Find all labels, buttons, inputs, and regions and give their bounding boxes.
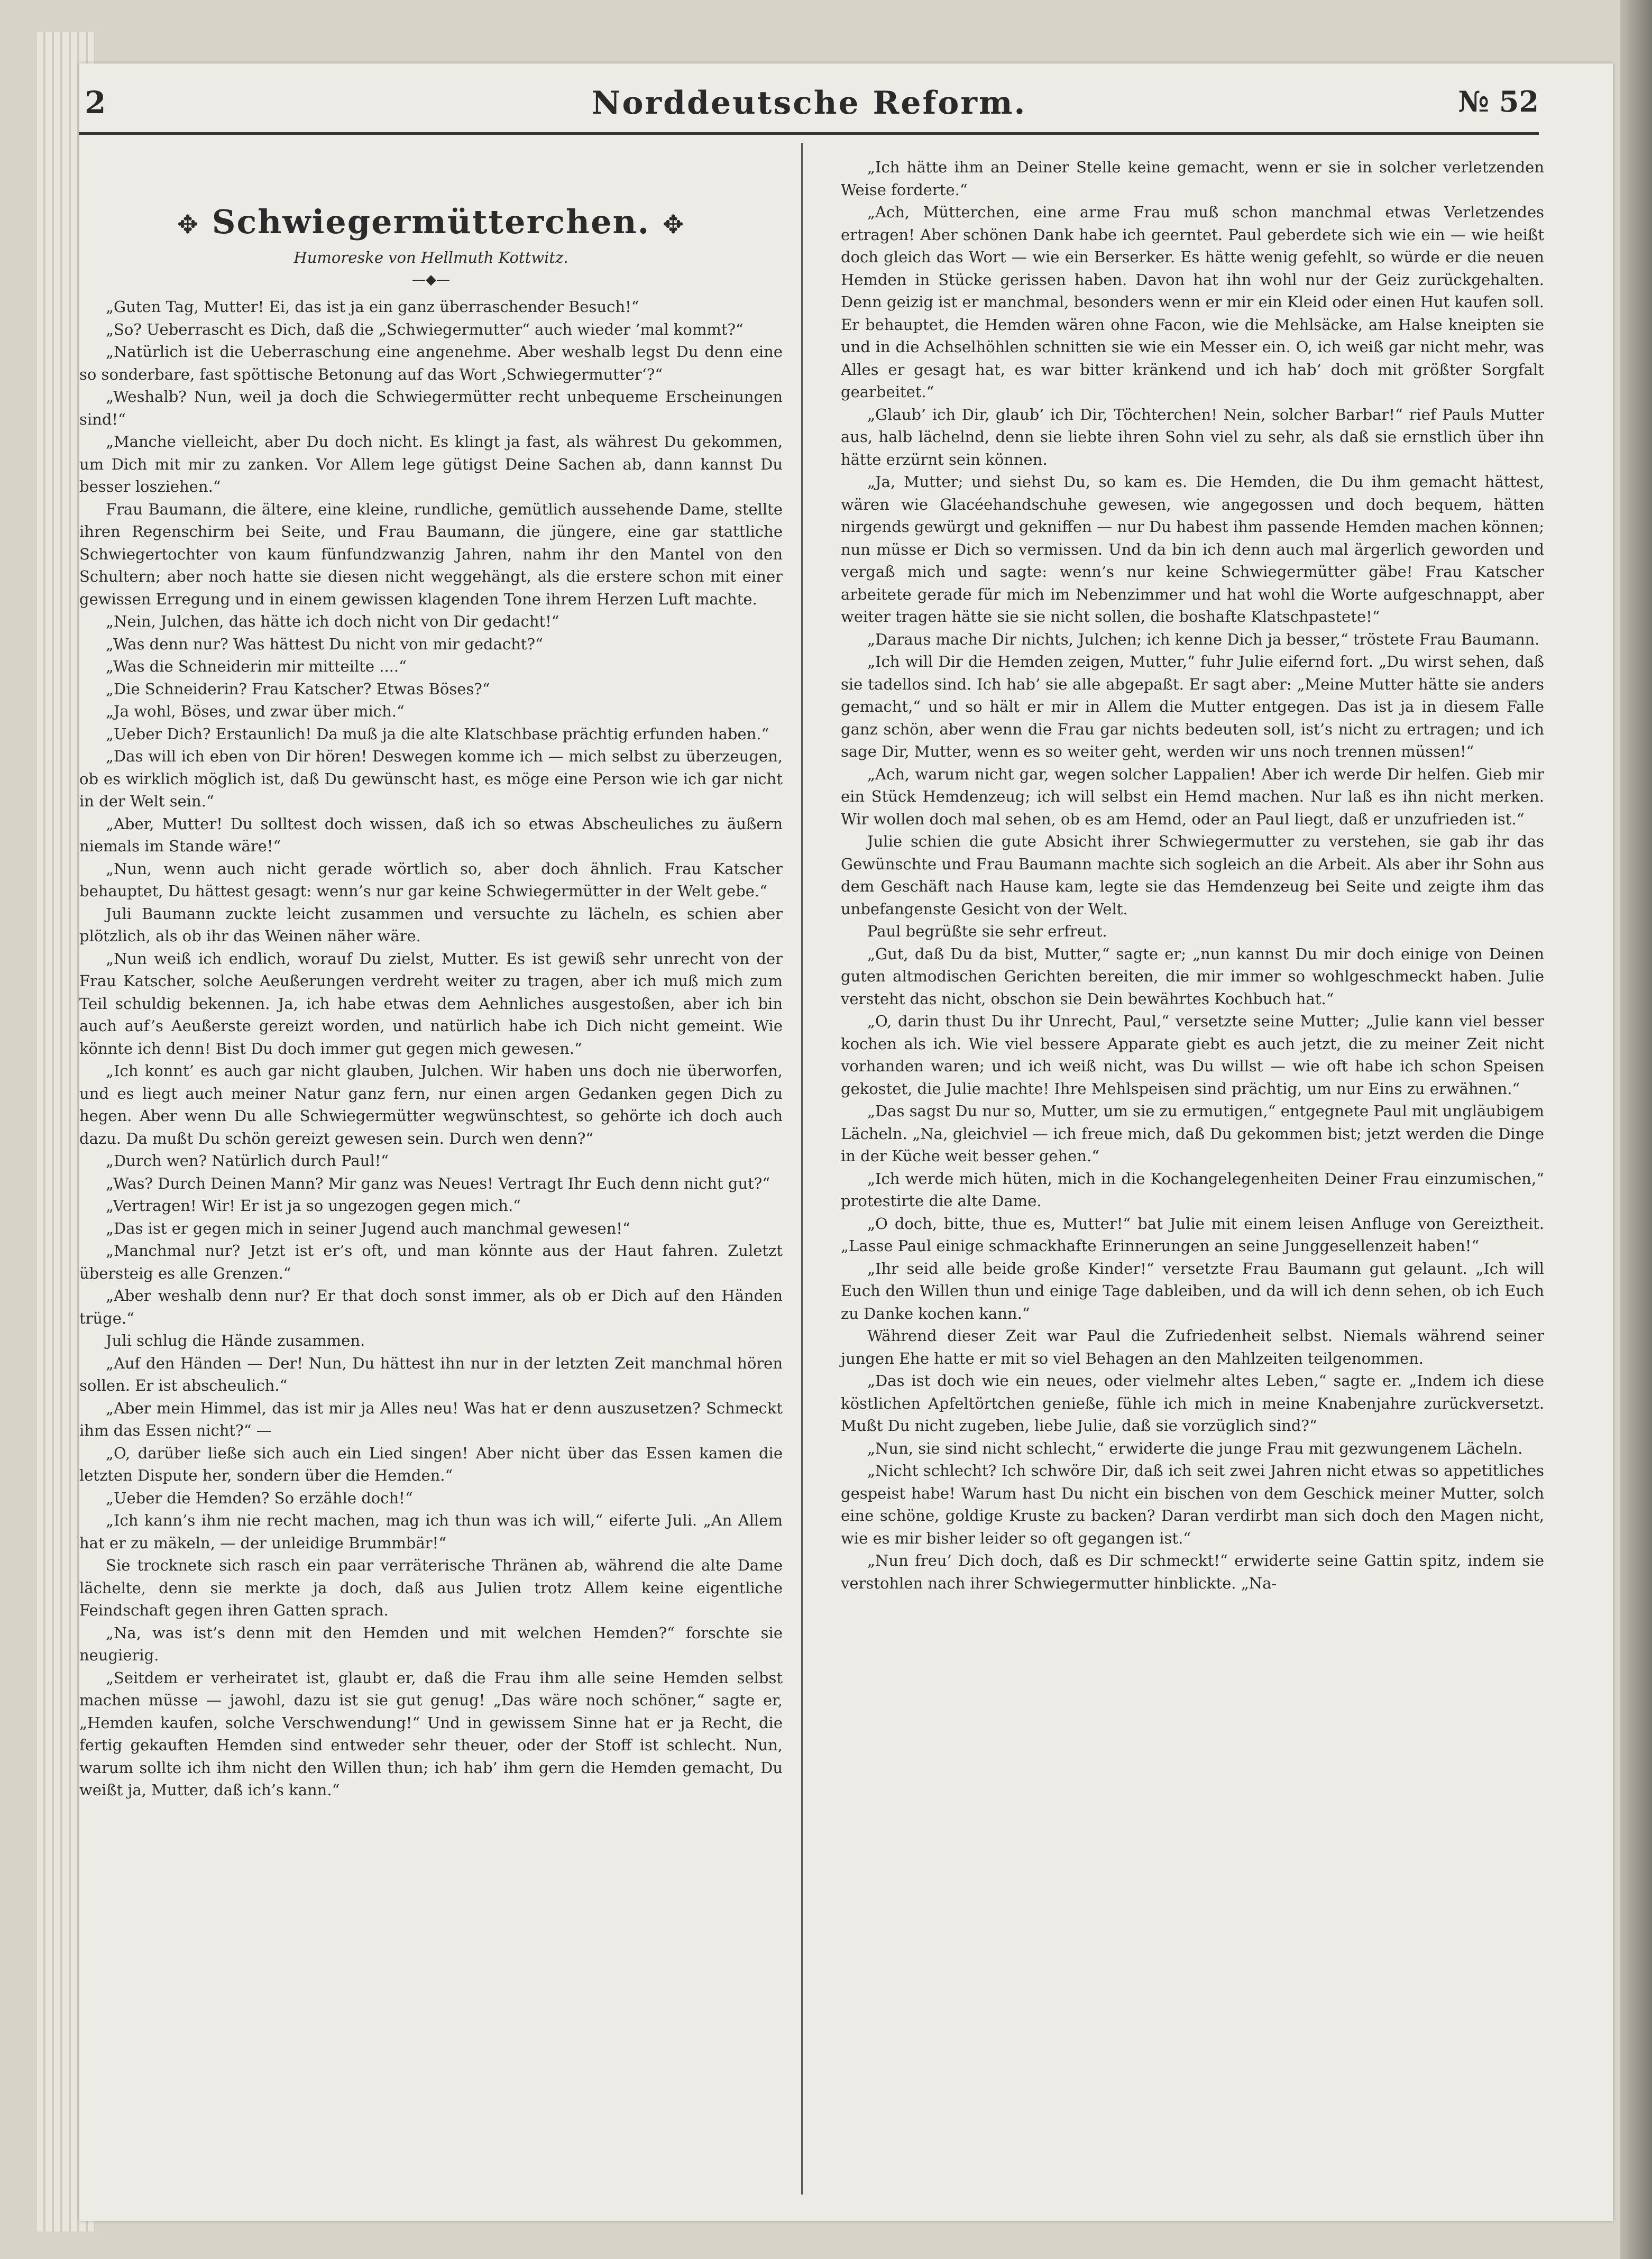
paragraph: „Seitdem er verheiratet ist, glaubt er, daß die Frau ihm alle seine Hemden selbst machen müsse — jawohl, dazu ist sie gut genug! „Das wäre noch schöner,“ sagte er, „Hemden kaufen, solche Verschwendung!“ Und in gewissem Sinne hat er ja Recht, die fertig gekauften Hemden sind entweder sehr theuer, oder der Stoff ist schlecht. Nun, warum sollte ich ihm nicht den Willen thun; ich hab’ ihm gern die Hemden gemacht, Du weißt ja, Mutter, daß ich’s kann.“ — [79, 1668, 783, 1799]
paragraph: „O doch, bitte, thue es, Mutter!“ bat Julie mit einem leisen Anfluge von Gereiztheit. „Lasse Paul einige schmackhafte Erinnerungen an seine Junggesellenzeit haben!“ — [841, 1214, 1544, 1255]
paragraph: „Nun, wenn auch nicht gerade wörtlich so, aber doch ähnlich. Frau Katscher behauptet, Du hättest gesagt: wenn’s nur gar keine Schwiegermütter in der Welt gebe.“ — [79, 859, 783, 900]
paragraph: „Ich werde mich hüten, mich in die Kochangelegenheiten Deiner Frau einzumischen,“ protestirte die alte Dame. — [841, 1169, 1544, 1210]
paragraph: „Auf den Händen — Der! Nun, Du hättest ihn nur in der letzten Zeit manchmal hören sollen. Er ist abscheulich.“ — [79, 1354, 783, 1394]
title-separator: —◆— — [412, 272, 450, 288]
paragraph: „Ich konnt’ es auch gar nicht glauben, Julchen. Wir haben uns doch nie überworfen, und es liegt auch meiner Natur ganz fern, nur einen argen Gedanken gegen Dich zu hegen. Aber wenn Du alle Schwiegermütter wegwünschtest, so gehörte ich doch auch dazu. Da mußt Du schön gereizt gewesen sein. Durch wen denn?“ — [79, 1062, 783, 1147]
paragraph: „Natürlich ist die Ueberraschung eine angenehme. Aber weshalb legst Du denn eine so sonderbare, fast spöttische Betonung auf das Wort ‚Schwiegermutter‘?“ — [79, 343, 783, 383]
paragraph: „Das will ich eben von Dir hören! Deswegen komme ich — mich selbst zu überzeugen, ob es wirklich möglich ist, daß Du gewünscht hast, es möge eine Person wie ich gar nicht in der Welt sein.“ — [79, 747, 783, 810]
paragraph: „Ach, Mütterchen, eine arme Frau muß schon manchmal etwas Verletzendes ertragen! Aber schönen Dank habe ich geerntet. Paul geberdete sich wie ein — wie heißt doch gleich das Wort — wie ein Berserker. Es hätte wenig gefehlt, so würde er die neuen Hemden in Stücke gerissen haben. Davon hat ihn wohl nur der Geiz zurückgehalten. Denn geizig ist er manchmal, besonders wenn er mir ein Kleid oder einen Hut kaufen soll. Er behauptet, die Hemden wären ohne Facon, wie die Mehlsäcke, am Halse kneipten sie und in die Achselhöhlen schnitten sie wie ein Messer ein. O, ich weiß gar nicht mehr, was Alles er gesagt hat, es war bitter kränkend und ich hab’ doch mit größter Sorgfalt gearbeitet.“ — [841, 203, 1544, 401]
issue-number: № 52 — [1458, 85, 1539, 118]
paragraph: „Nun, sie sind nicht schlecht,“ erwiderte die junge Frau mit gezwungenem Lächeln. — [867, 1439, 1523, 1457]
paragraph: „Aber weshalb denn nur? Er that doch sonst immer, als ob er Dich auf den Händen trüge.“ — [79, 1287, 783, 1327]
paragraph: Juli schlug die Hände zusammen. — [106, 1331, 365, 1349]
paragraph: Während dieser Zeit war Paul die Zufriedenheit selbst. Niemals während seiner jungen Ehe hatte er mit so viel Behagen an den Mahlzeiten teilgenommen. — [841, 1327, 1544, 1367]
paragraph: „Gut, daß Du da bist, Mutter,“ sagte er; „nun kannst Du mir doch einige von Deinen guten altmodischen Gerichten bereiten, die mir immer so wohlgeschmeckt haben. Julie versteht das nicht, obschon sie Dein bewährtes Kochbuch hat.“ — [841, 944, 1544, 1008]
header-rule — [79, 132, 1539, 135]
paragraph: Frau Baumann, die ältere, eine kleine, rundliche, gemütlich aussehende Dame, stellte ihren Regenschirm bei Seite, und Frau Baumann, die jüngere, eine gar stattliche Schwiegertochter von kaum fünfundzwanzig Jahren, nahm ihr den Mantel von den Schultern; aber noch hatte sie diesen nicht weggehängt, als die erstere schon mit einer gewissen Erregung und in einem gewissen klagenden Tone ihrem Herzen Luft machte. — [79, 500, 783, 608]
right-column-text — [841, 156, 1544, 1594]
paragraph: „Ueber die Hemden? So erzähle doch!“ — [106, 1489, 413, 1507]
paragraph: Juli Baumann zuckte leicht zusammen und versuchte zu lächeln, es schien aber plötzlich, als ob ihr das Weinen näher wäre. — [79, 904, 783, 945]
binding-shadow — [1620, 0, 1652, 2259]
paragraph: „Durch wen? Natürlich durch Paul!“ — [106, 1152, 389, 1170]
page-number: 2 — [85, 85, 106, 121]
paragraph: „Was? Durch Deinen Mann? Mir ganz was Neues! Vertragt Ihr Euch denn nicht gut?“ — [106, 1174, 770, 1192]
paragraph: „Vertragen! Wir! Er ist ja so ungezogen gegen mich.“ — [106, 1197, 521, 1215]
paragraph: „Die Schneiderin? Frau Katscher? Etwas Böses?“ — [106, 679, 490, 698]
paragraph: „Ich kann’s ihm nie recht machen, mag ich thun was ich will,“ eiferte Juli. „An Allem hat er zu mäkeln, — der unleidige Brummbär!“ — [79, 1511, 783, 1552]
ornament-right-icon: ✥ — [662, 210, 685, 240]
paragraph: „Manche vielleicht, aber Du doch nicht. Es klingt ja fast, als währest Du gekommen, um Dich mit mir zu zanken. Vor Allem lege gütigst Deine Sachen ab, dann kannst Du besser losziehen.“ — [79, 433, 783, 495]
paragraph: „Aber, Mutter! Du solltest doch wissen, daß ich so etwas Abscheuliches zu äußern niemals im Stande wäre!“ — [79, 814, 783, 855]
paragraph: „Nicht schlecht? Ich schwöre Dir, daß ich seit zwei Jahren nicht etwas so appetitliches gespeist habe! Warum hast Du nicht ein bischen von dem Geschick meiner Mutter, solch eine schöne, goldige Kruste zu backen? Daran verdirbt man sich doch den Magen nicht, wie es mir bisher leider so oft gegangen ist.“ — [841, 1462, 1544, 1547]
paragraph: „Ach, warum nicht gar, wegen solcher Lappalien! Aber ich werde Dir helfen. Gieb mir ein Stück Hemdenzeug; ich will selbst ein Hemd machen. Nur laß es ihn nicht merken. Wir wollen doch mal sehen, ob es am Hemd, oder an Paul liegt, daß er unzufrieden ist.“ — [841, 765, 1544, 828]
paragraph: „Nein, Julchen, das hätte ich doch nicht von Dir gedacht!“ — [106, 612, 559, 630]
paragraph: „O, darüber ließe sich auch ein Lied singen! Aber nicht über das Essen kamen die letzten Dispute her, sondern über die Hemden.“ — [79, 1444, 783, 1484]
paragraph: „Ja wohl, Böses, und zwar über mich.“ — [106, 702, 405, 720]
paragraph: „Was die Schneiderin mir mitteilte ....“ — [106, 657, 407, 675]
article-byline: Humoreske von Hellmuth Kottwitz. — [293, 249, 568, 267]
paragraph: „Nun weiß ich endlich, worauf Du zielst, Mutter. Es ist gewiß sehr unrecht von der Frau Katscher, solche Aeußerungen verdreht weiter zu tragen, aber ich muß mich zum Teil schuldig bekennen. Ja, ich habe etwas dem Aehnliches ausgestoßen, aber ich bin auch auf’s Aeußerste gereizt worden, und natürlich habe ich Dich nicht gemeint. Wie könnte ich denn! Bist Du doch immer gut gegen mich gewesen.“ — [79, 949, 783, 1058]
paragraph: „Das ist er gegen mich in seiner Jugend auch manchmal gewesen!“ — [106, 1219, 630, 1237]
paragraph: „Aber mein Himmel, das ist mir ja Alles neu! Was hat er denn auszusetzen? Schmeckt ihm das Essen nicht?“ — — [79, 1399, 783, 1439]
paragraph: „Das sagst Du nur so, Mutter, um sie zu ermutigen,“ entgegnete Paul mit ungläubigem Lächeln. „Na, gleichviel — ich freue mich, daß Du gekommen bist; jetzt werden die Dinge in der Küche weit besser gehen.“ — [841, 1102, 1544, 1165]
paragraph: „Nun freu’ Dich doch, daß es Dir schmeckt!“ erwiderte seine Gattin spitz, indem sie verstohlen nach ihrer Schwiegermutter hinblickte. „Na- — [841, 1551, 1544, 1592]
paragraph: „Manchmal nur? Jetzt ist er’s oft, und man könnte aus der Haut fahren. Zuletzt übersteig es alle Grenzen.“ — [79, 1242, 783, 1282]
paragraph: „Na, was ist’s denn mit den Hemden und mit welchen Hemden?“ forschte sie neugierig. — [79, 1623, 783, 1664]
column-rule — [801, 143, 803, 2194]
paragraph: Paul begrüßte sie sehr erfreut. — [867, 922, 1107, 940]
article-title-block — [79, 201, 783, 246]
left-column-text — [79, 296, 783, 1802]
article-title: Schwiegermütterchen. — [212, 203, 650, 241]
ornament-left-icon: ✥ — [177, 210, 200, 240]
left-column — [79, 156, 783, 1802]
paragraph: „Was denn nur? Was hättest Du nicht von mir gedacht?“ — [106, 635, 543, 653]
paragraph: „Glaub’ ich Dir, glaub’ ich Dir, Töchterchen! Nein, solcher Barbar!“ rief Pauls Mutter aus, halb lächelnd, denn sie liebte ihren Sohn viel zu sehr, als daß sie ernstlich über ihn hätte erzürnt sein können. — [841, 405, 1544, 469]
paragraph: „Ich will Dir die Hemden zeigen, Mutter,“ fuhr Julie eifernd fort. „Du wirst sehen, daß sie tadellos sind. Ich hab’ sie alle abgepaßt. Er sagt aber: „Meine Mutter hätte sie anders gemacht,“ und so hält er mir in Allem die Mutter entgegen. Das ist ja in diesem Falle ganz schön, aber wenn die Frau gar nichts bedeuten soll, ist’s nicht zu ertragen; und ich sage Dir, Mutter, wenn es so weiter geht, werden wir uns noch trennen müssen!“ — [841, 653, 1544, 760]
paragraph: „Ueber Dich? Erstaunlich! Da muß ja die alte Klatschbase prächtig erfunden haben.“ — [106, 724, 769, 743]
paragraph: „Das ist doch wie ein neues, oder vielmehr altes Leben,“ sagte er. „Indem ich diese köstlichen Apfeltörtchen genieße, fühle ich mich in meine Knabenjahre zurückversetzt. Mußt Du nicht zugeben, liebe Julie, daß sie vorzüglich sind?“ — [841, 1372, 1544, 1435]
paragraph: „O, darin thust Du ihr Unrecht, Paul,“ versetzte seine Mutter; „Julie kann viel besser kochen als ich. Wie viel bessere Apparate giebt es auch jetzt, die zu meiner Zeit nicht vorhanden waren; und ich weiß nicht, was Du willst — wie oft habe ich schon Speisen gekostet, die Julie machte! Ihre Mehlspeisen sind prächtig, um nur Eins zu erwähnen.“ — [841, 1012, 1544, 1098]
paragraph: Sie trocknete sich rasch ein paar verräterische Thränen ab, während die alte Dame lächelte, denn sie merkte ja doch, daß aus Julien trotz Allem keine eigentliche Feindschaft gegen ihren Gatten sprach. — [79, 1556, 783, 1619]
paragraph: „Weshalb? Nun, weil ja doch die Schwiegermütter recht unbequeme Erscheinungen sind!“ — [79, 388, 783, 428]
paragraph: Julie schien die gute Absicht ihrer Schwiegermutter zu verstehen, sie gab ihr das Gewünschte und Frau Baumann machte sich sogleich an die Arbeit. Als aber ihr Sohn aus dem Geschäft nach Hause kam, legte sie das Hemdenzeug bei Seite und zeigte ihm das unbefangenste Gesicht von der Welt. — [841, 832, 1544, 918]
page-header — [79, 85, 1539, 148]
paragraph: „Ihr seid alle beide große Kinder!“ versetzte Frau Baumann gut gelaunt. „Ich will Euch den Willen thun und einige Tage dableiben, und da will ich denn sehen, ob ich Euch zu Danke kochen kann.“ — [841, 1259, 1544, 1323]
right-column — [841, 156, 1544, 1594]
paragraph: „So? Ueberrascht es Dich, daß die „Schwiegermutter“ auch wieder ’mal kommt?“ — [106, 320, 744, 338]
paragraph: „Ich hätte ihm an Deiner Stelle keine gemacht, wenn er sie in solcher verletzenden Weise forderte.“ — [841, 158, 1544, 199]
masthead: Norddeutsche Reform. — [591, 85, 1027, 122]
paragraph: „Daraus mache Dir nichts, Julchen; ich kenne Dich ja besser,“ tröstete Frau Baumann. — [867, 630, 1540, 648]
paragraph: „Guten Tag, Mutter! Ei, das ist ja ein ganz überraschender Besuch!“ — [106, 298, 639, 316]
paragraph: „Ja, Mutter; und siehst Du, so kam es. Die Hemden, die Du ihm gemacht hättest, wären wie Glacéehandschuhe gewesen, wie angegossen und doch bequem, hätten nirgends gewürgt und gekniffen — nur Du habest ihm passende Hemden machen können; nun müsse er Dich so vermissen. Und da bin ich denn auch mal ärgerlich geworden und vergaß mich und sagte: wenn’s nur keine Schwiegermütter gäbe! Frau Katscher arbeitete gerade für mich im Nebenzimmer und hat wohl die Worte aufgeschnappt, aber weiter tragen hätte sie sie nicht sollen, die boshafte Klatschpastete!“ — [841, 473, 1544, 626]
